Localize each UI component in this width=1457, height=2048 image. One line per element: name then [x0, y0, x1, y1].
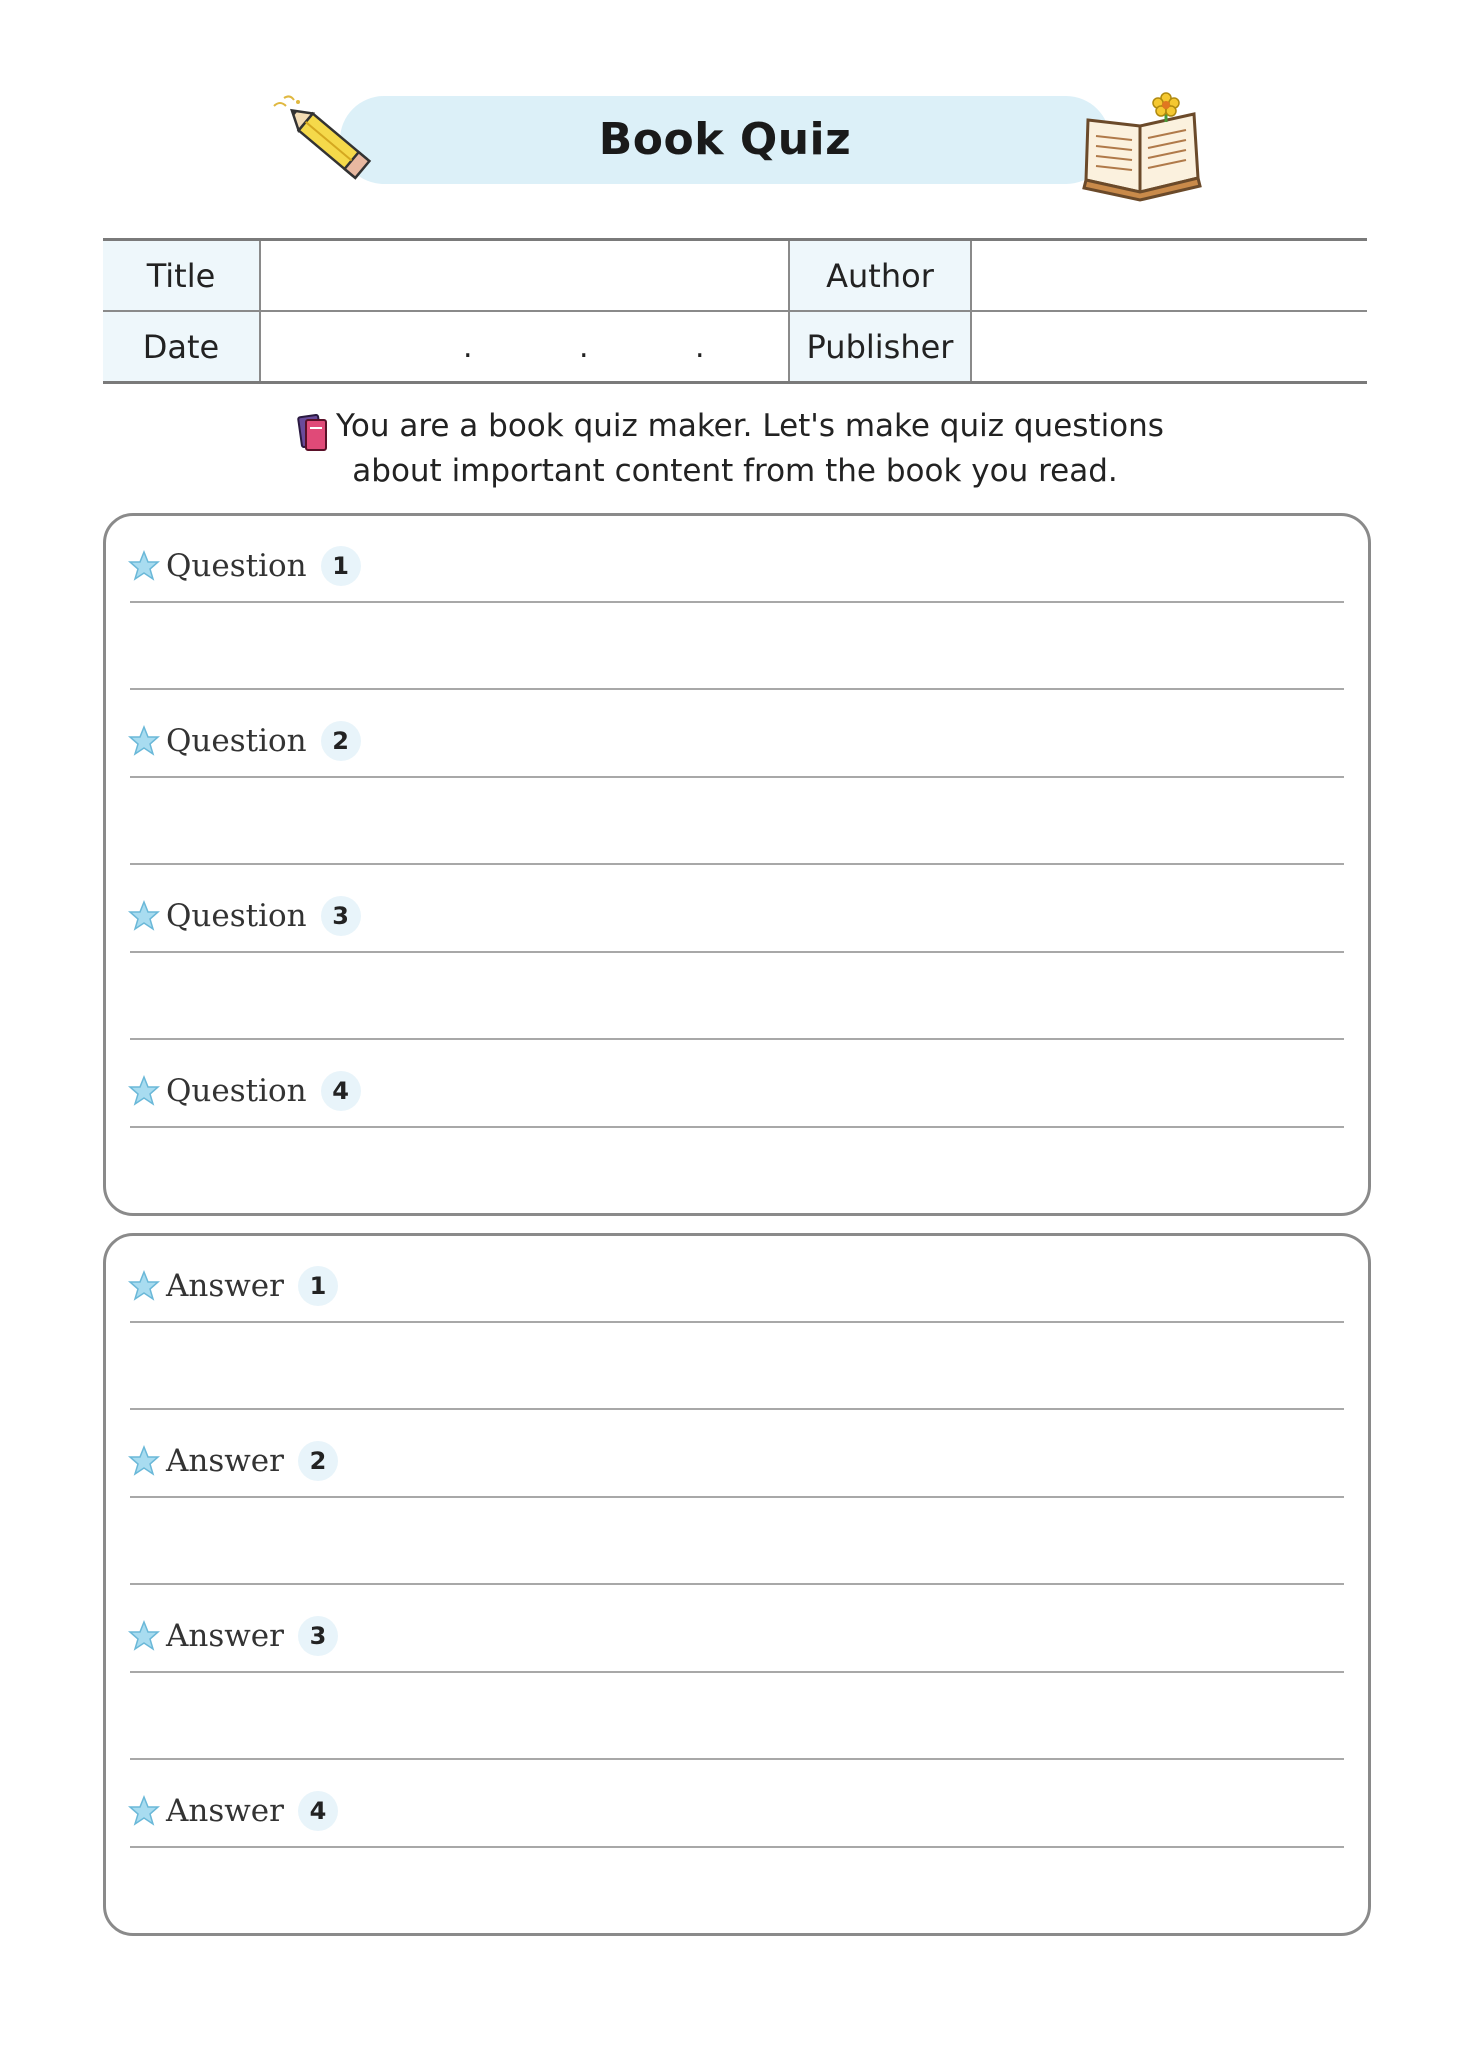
date-separator: .	[579, 330, 589, 365]
question-item	[106, 1041, 1368, 1216]
question-line	[130, 776, 1344, 778]
answer-writing-line[interactable]	[130, 688, 1344, 690]
answer-line	[130, 1321, 1344, 1323]
question-number: 2	[321, 721, 361, 761]
answer-line	[130, 1496, 1344, 1498]
answer-number: 4	[298, 1791, 338, 1831]
star-icon	[128, 1075, 160, 1107]
question-line	[130, 951, 1344, 953]
star-icon	[128, 1270, 160, 1302]
star-icon	[128, 1620, 160, 1652]
question-item	[106, 691, 1368, 866]
answer-line	[130, 1846, 1344, 1848]
star-icon	[128, 1445, 160, 1477]
title-label: Title	[103, 240, 260, 312]
answer-writing-line[interactable]	[130, 1038, 1344, 1040]
question-line	[130, 1126, 1344, 1128]
star-icon	[128, 900, 160, 932]
answer-item	[106, 1411, 1368, 1586]
author-label: Author	[789, 240, 971, 312]
title-field[interactable]	[260, 240, 789, 312]
answer-writing-line[interactable]	[130, 1583, 1344, 1585]
instruction-line-2: about important content from the book you read.	[352, 453, 1118, 489]
open-book-icon	[1080, 92, 1205, 202]
answer-item	[106, 1761, 1368, 1936]
instruction-text	[300, 404, 1170, 494]
book-info-table	[103, 238, 1367, 384]
question-item	[106, 516, 1368, 691]
question-number: 1	[321, 546, 361, 586]
answers-box	[103, 1233, 1371, 1936]
answer-label: Answer	[166, 1268, 284, 1304]
answer-item	[106, 1236, 1368, 1411]
answer-item	[106, 1586, 1368, 1761]
question-number: 4	[321, 1071, 361, 1111]
question-label: Question	[166, 1073, 307, 1109]
question-label: Question	[166, 723, 307, 759]
question-item	[106, 866, 1368, 1041]
date-separator: .	[695, 330, 705, 365]
date-separator: .	[463, 330, 473, 365]
answer-label: Answer	[166, 1443, 284, 1479]
answer-line	[130, 1671, 1344, 1673]
question-label: Question	[166, 898, 307, 934]
answer-writing-line[interactable]	[130, 1408, 1344, 1410]
question-number: 3	[321, 896, 361, 936]
answer-number: 2	[298, 1441, 338, 1481]
star-icon	[128, 1795, 160, 1827]
answer-writing-line[interactable]	[130, 863, 1344, 865]
answer-label: Answer	[166, 1793, 284, 1829]
date-label: Date	[103, 311, 260, 383]
author-field[interactable]	[971, 240, 1367, 312]
page-title: Book Quiz	[598, 114, 852, 165]
answer-label: Answer	[166, 1618, 284, 1654]
question-label: Question	[166, 548, 307, 584]
answer-number: 3	[298, 1616, 338, 1656]
questions-box	[103, 513, 1371, 1216]
answer-writing-line[interactable]	[130, 1758, 1344, 1760]
instruction-line-1: You are a book quiz maker. Let's make quiz questions	[336, 408, 1164, 444]
question-line	[130, 601, 1344, 603]
star-icon	[128, 550, 160, 582]
publisher-field[interactable]	[971, 311, 1367, 383]
star-icon	[128, 725, 160, 757]
date-field[interactable]	[260, 311, 789, 383]
publisher-label: Publisher	[789, 311, 971, 383]
title-banner	[340, 96, 1110, 184]
pencil-icon	[268, 92, 388, 192]
answer-number: 1	[298, 1266, 338, 1306]
